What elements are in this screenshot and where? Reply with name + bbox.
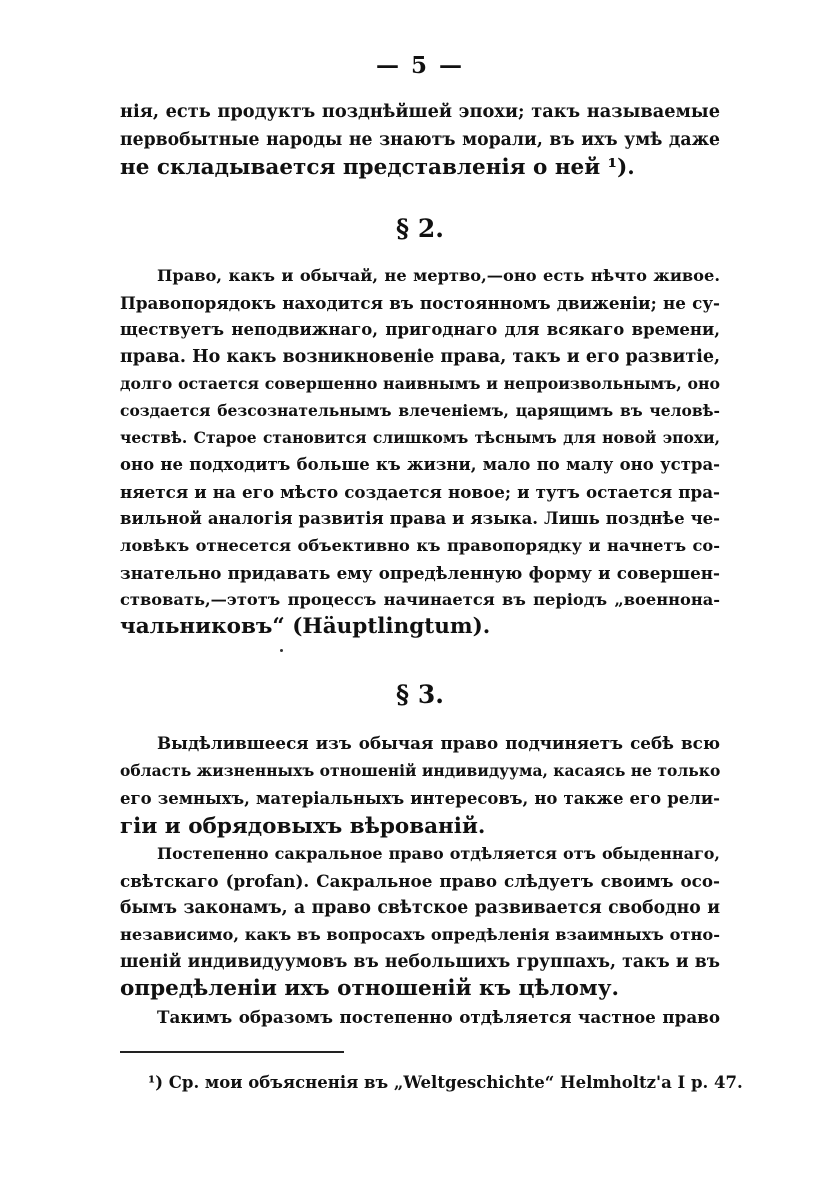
- text-line: первобытные народы не знаютъ морали, въ ихъ умѣ даже: [120, 130, 720, 150]
- text-line: шеній индивидуумовъ въ небольшихъ группахъ, такъ и въ: [120, 952, 720, 972]
- text-line: бымъ законамъ, а право свѣтское развивается свободно и: [120, 898, 720, 918]
- text-line: опредѣленіи ихъ отношеній къ цѣлому.: [120, 976, 619, 1001]
- text-line: чальниковъ“ (Häuptlingtum).: [120, 614, 491, 639]
- text-line: ствовать,—этотъ процессъ начинается въ періодъ „военнона-: [120, 590, 720, 609]
- text-line: ловѣкъ отнесется объективно къ правопорядку и начнетъ со-: [120, 536, 720, 555]
- text-line: независимо, какъ въ вопросахъ опредѣленія взаимныхъ отно-: [120, 925, 720, 944]
- text-line: няется и на его мѣсто создается новое; и тутъ остается пра-: [120, 482, 720, 502]
- section-heading-3: § 3.: [396, 680, 444, 709]
- text-line: Постепенно сакральное право отдѣляется отъ обыденнаго,: [157, 844, 720, 863]
- text-line: ществуетъ неподвижнаго, пригоднаго для всякаго времени,: [120, 320, 720, 339]
- text-line: Такимъ образомъ постепенно отдѣляется частное право: [157, 1007, 720, 1027]
- text-line: знательно придавать ему опредѣленную форму и совершен-: [120, 563, 720, 583]
- text-line: не складывается представленія о ней ¹).: [120, 155, 635, 180]
- text-line: гіи и обрядовыхъ вѣрованій.: [120, 814, 486, 839]
- footnote: ¹) Ср. мои объясненія въ „Weltgeschichte“ Helmholtz'a I р. 47.: [148, 1073, 743, 1092]
- text-line: создается безсознательнымъ влеченіемъ, царящимъ въ человѣ-: [120, 401, 720, 420]
- text-line: вильной аналогія развитія права и языка. Лишь позднѣе че-: [120, 509, 720, 528]
- page-number: — 5 —: [375, 52, 465, 79]
- text-line: свѣтскаго (profan). Сакральное право слѣдуетъ своимъ осо-: [120, 871, 720, 891]
- text-line: чествѣ. Старое становится слишкомъ тѣснымъ для новой эпохи,: [120, 428, 720, 447]
- text-line: его земныхъ, матеріальныхъ интересовъ, но также его рели-: [120, 789, 720, 808]
- text-line: оно не подходитъ больше къ жизни, мало по малу оно устра-: [120, 455, 720, 474]
- text-line: права. Но какъ возникновеніе права, такъ и его развитіе,: [120, 347, 721, 367]
- section-heading-2: § 2.: [396, 214, 444, 243]
- text-line: Право, какъ и обычай, не мертво,—оно есть нѣчто живое.: [157, 266, 720, 285]
- text-line: долго остается совершенно наивнымъ и непроизвольнымъ, оно: [120, 374, 720, 393]
- text-line: нія, есть продуктъ позднѣйшей эпохи; такъ называемые: [120, 101, 720, 122]
- print-speck: [280, 649, 283, 652]
- footnote-divider: [120, 1051, 344, 1053]
- text-line: область жизненныхъ отношеній индивидуума, касаясь не только: [120, 761, 721, 780]
- text-line: Правопорядокъ находится въ постоянномъ движеніи; не су-: [120, 293, 720, 313]
- text-line: Выдѣлившееся изъ обычая право подчиняетъ себѣ всю: [157, 733, 720, 753]
